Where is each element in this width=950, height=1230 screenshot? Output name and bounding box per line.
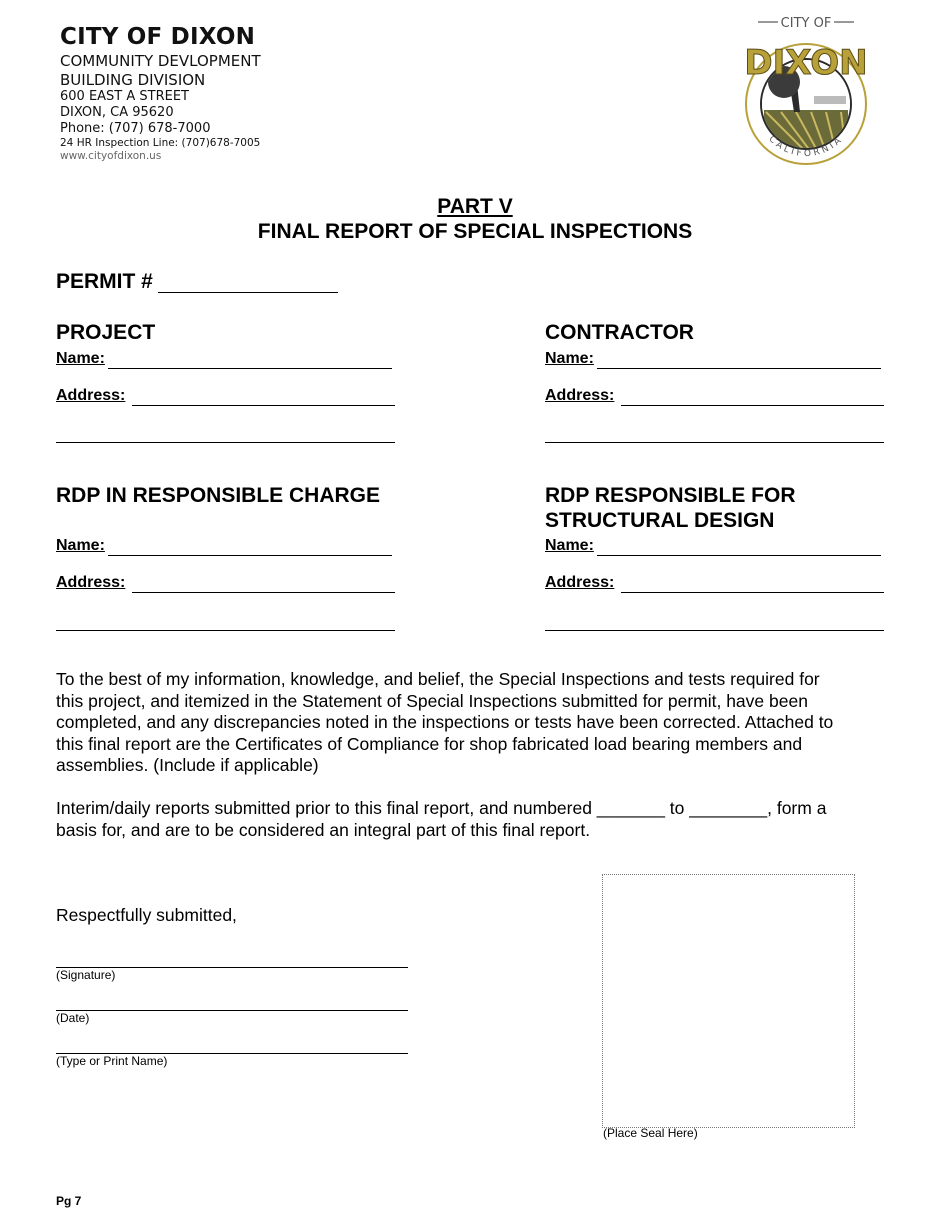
rdp-charge-name-label: Name:: [56, 537, 105, 554]
contractor-address-label: Address:: [545, 387, 615, 404]
rdp-structural-address-line2-field[interactable]: [545, 630, 884, 631]
page-number: Pg 7: [56, 1194, 82, 1208]
contractor-address-field[interactable]: [621, 405, 884, 406]
project-name-field[interactable]: [108, 368, 392, 369]
contractor-name-field[interactable]: [597, 368, 881, 369]
logo-name: DIXON: [744, 43, 868, 83]
part-title: PART V: [437, 195, 513, 218]
contractor-name-label: Name:: [545, 350, 594, 367]
interim-paragraph: [56, 798, 896, 841]
project-name-label: Name:: [56, 350, 105, 367]
phone: Phone: (707) 678-7000: [60, 121, 211, 136]
logo-bottom-text: CALIFORNIA: [766, 134, 846, 160]
interim-line: basis for, and are to be considered an integral part of this final report.: [56, 819, 591, 840]
project-address-field[interactable]: [132, 405, 395, 406]
seal-label: (Place Seal Here): [603, 1126, 698, 1140]
rdp-charge-address-label: Address:: [56, 574, 126, 591]
street-address: 600 EAST A STREET: [60, 89, 189, 104]
seal-box[interactable]: [602, 874, 855, 1128]
rdp-structural-heading-line1: RDP RESPONSIBLE FOR: [545, 484, 796, 507]
interim-line[interactable]: Interim/daily reports submitted prior to this final report, and numbered _______ to ________, form a: [56, 798, 827, 818]
print-name-label: (Type or Print Name): [56, 1054, 168, 1068]
statement-line: assemblies. (Include if applicable): [56, 755, 319, 775]
project-address-line2-field[interactable]: [56, 442, 395, 443]
rdp-charge-name-field[interactable]: [108, 555, 392, 556]
statement-line: this final report are the Certificates of Compliance for shop fabricated load bearing members and: [56, 733, 803, 754]
project-address-label: Address:: [56, 387, 126, 404]
rdp-structural-address-label: Address:: [545, 574, 615, 591]
city-seal-logo: [736, 12, 876, 170]
logo-top-text: CITY OF: [780, 16, 832, 31]
page-title: FINAL REPORT OF SPECIAL INSPECTIONS: [257, 220, 693, 243]
city-name: CITY OF DIXON: [60, 24, 256, 50]
permit-label: PERMIT #: [56, 270, 153, 293]
rdp-structural-heading-line2: STRUCTURAL DESIGN: [545, 509, 775, 532]
contractor-heading: CONTRACTOR: [545, 321, 694, 344]
website-link[interactable]: www.cityofdixon.us: [60, 150, 162, 162]
statement-line: this project, and itemized in the Statement of Special Inspections submitted for permit, have been: [56, 690, 808, 711]
rdp-structural-name-field[interactable]: [597, 555, 881, 556]
statement-paragraph: [56, 669, 896, 777]
city-state-zip: DIXON, CA 95620: [60, 105, 174, 120]
rdp-charge-address-field[interactable]: [132, 592, 395, 593]
respectfully-submitted: Respectfully submitted,: [56, 905, 237, 925]
statement-line: completed, and any discrepancies noted in the inspections or tests have been corrected. Attached to: [56, 712, 834, 732]
contractor-address-line2-field[interactable]: [545, 442, 884, 443]
signature-label: (Signature): [56, 968, 116, 982]
date-field[interactable]: [56, 1010, 408, 1011]
division: BUILDING DIVISION: [60, 71, 206, 89]
permit-number-field[interactable]: [158, 292, 338, 293]
rdp-charge-heading: RDP IN RESPONSIBLE CHARGE: [56, 484, 380, 507]
date-label: (Date): [56, 1011, 90, 1025]
inspection-line: 24 HR Inspection Line: (707)678-7005: [60, 137, 261, 149]
statement-line: To the best of my information, knowledge, and belief, the Special Inspections and tests required for: [56, 669, 820, 689]
project-heading: PROJECT: [56, 321, 156, 344]
department: COMMUNITY DEVLOPMENT: [60, 52, 261, 70]
rdp-charge-address-line2-field[interactable]: [56, 630, 395, 631]
rdp-structural-name-label: Name:: [545, 537, 594, 554]
rdp-structural-address-field[interactable]: [621, 592, 884, 593]
